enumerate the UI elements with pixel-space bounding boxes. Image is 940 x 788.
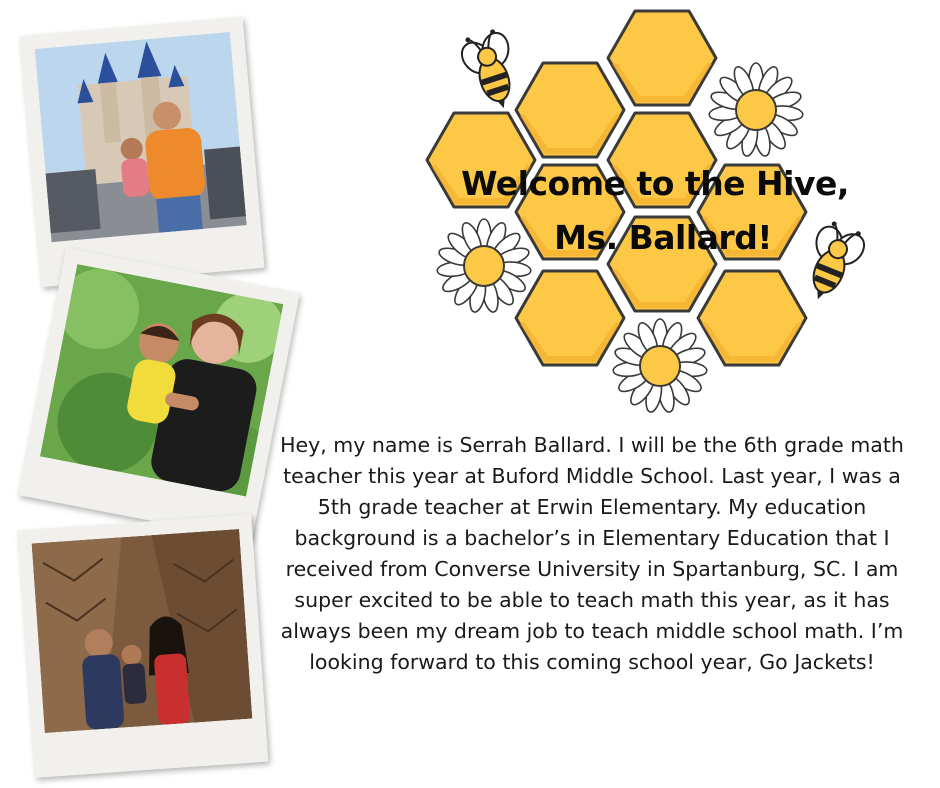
honeycomb-cell	[608, 11, 716, 105]
castle-photo	[35, 32, 247, 242]
daisy-icon	[613, 319, 708, 413]
character-polaroid	[18, 514, 269, 778]
castle-polaroid	[19, 17, 264, 288]
garden-polaroid	[18, 248, 300, 541]
bio-paragraph: Hey, my name is Serrah Ballard. I will be the 6th grade math teacher this year at Buford Middle School. Last year, I was a 5th grade teacher at Erwin Elementary. My education background is a bachelor’s in Elementary Education that I received from Converse University in Spartanburg, SC. I am super excited to be able to teach math this year, as it has always been my dream job to teach middle school math. I’m looking forward to this coming school year, Go Jackets!	[280, 433, 904, 674]
honeycomb-cell	[698, 271, 806, 365]
honeycomb-cell	[516, 271, 624, 365]
page-title-name: Ms. Ballard!	[554, 218, 772, 257]
character-photo	[32, 529, 253, 733]
garden-photo	[40, 264, 284, 496]
honeycomb-cell	[516, 63, 624, 157]
daisy-icon	[709, 63, 804, 157]
honeycomb-graphic	[420, 0, 890, 420]
page-title: Welcome to the Hive,	[461, 164, 849, 203]
